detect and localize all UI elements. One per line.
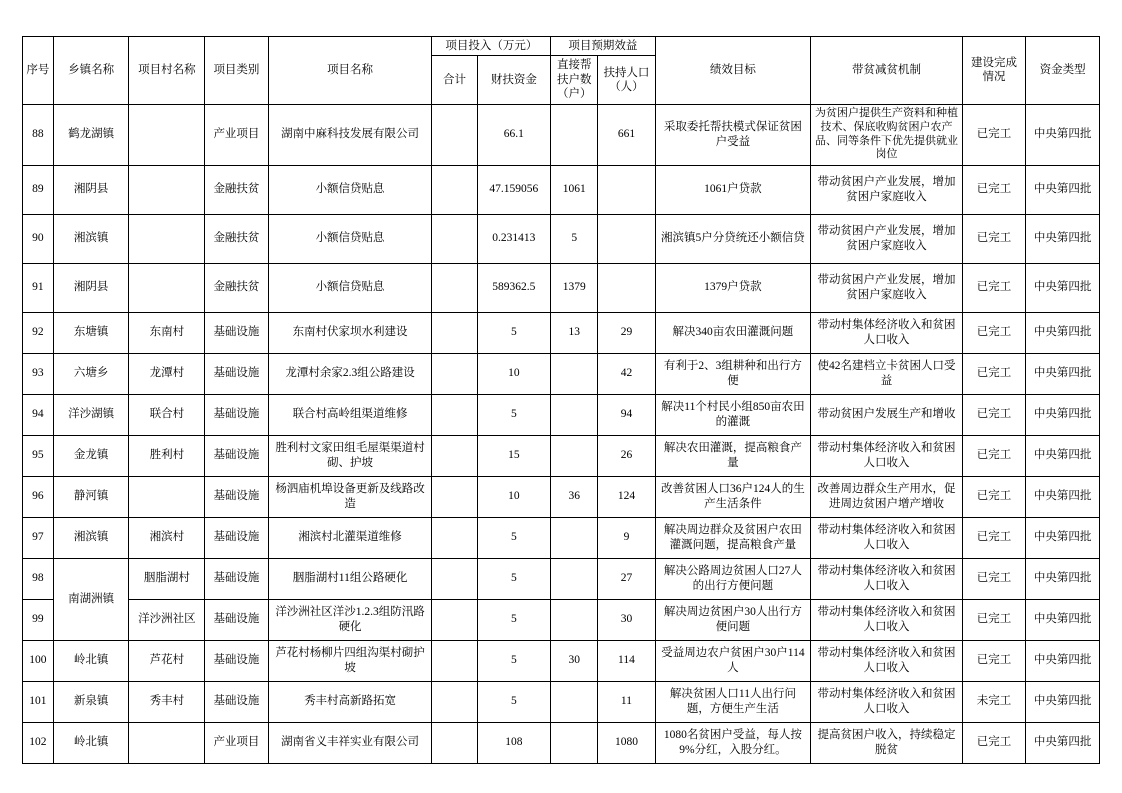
cell-households — [551, 394, 598, 435]
cell-total — [432, 640, 477, 681]
cell-project: 湖南中麻科技发展有限公司 — [268, 104, 432, 165]
cell-category: 基础设施 — [205, 558, 268, 599]
cell-fund: 5 — [477, 312, 551, 353]
cell-category: 基础设施 — [205, 394, 268, 435]
header-benefit-group: 项目预期效益 — [551, 37, 655, 56]
cell-total — [432, 353, 477, 394]
header-village: 项目村名称 — [129, 37, 205, 105]
table-row — [23, 435, 1100, 476]
cell-project: 龙潭村余家2.3组公路建设 — [268, 353, 432, 394]
cell-seq: 88 — [23, 104, 54, 165]
table-row — [23, 517, 1100, 558]
table-row — [23, 722, 1100, 763]
cell-project: 胭脂湖村11组公路硬化 — [268, 558, 432, 599]
cell-status: 已完工 — [962, 640, 1025, 681]
cell-village: 龙潭村 — [129, 353, 205, 394]
cell-goal: 1061户贷款 — [655, 165, 811, 214]
header-category: 项目类别 — [205, 37, 268, 105]
cell-category: 金融扶贫 — [205, 214, 268, 263]
cell-mechanism: 带动村集体经济收入和贫困人口收入 — [811, 312, 963, 353]
header-project: 项目名称 — [268, 37, 432, 105]
cell-people: 94 — [598, 394, 655, 435]
cell-fund-type: 中央第四批 — [1026, 263, 1100, 312]
cell-category: 基础设施 — [205, 517, 268, 558]
cell-fund-type: 中央第四批 — [1026, 214, 1100, 263]
cell-goal: 1379户贷款 — [655, 263, 811, 312]
cell-goal: 解决11个村民小组850亩农田的灌溉 — [655, 394, 811, 435]
cell-village — [129, 214, 205, 263]
cell-seq: 93 — [23, 353, 54, 394]
cell-town: 湘滨镇 — [53, 214, 129, 263]
cell-fund-type: 中央第四批 — [1026, 640, 1100, 681]
cell-category: 金融扶贫 — [205, 165, 268, 214]
cell-town: 六塘乡 — [53, 353, 129, 394]
cell-fund: 5 — [477, 517, 551, 558]
cell-mechanism: 带动贫困户产业发展，增加贫困户家庭收入 — [811, 263, 963, 312]
cell-fund: 5 — [477, 599, 551, 640]
cell-status: 已完工 — [962, 263, 1025, 312]
cell-seq: 101 — [23, 681, 54, 722]
cell-people — [598, 165, 655, 214]
cell-village — [129, 165, 205, 214]
table-row — [23, 558, 1100, 599]
cell-people: 26 — [598, 435, 655, 476]
cell-fund-type: 中央第四批 — [1026, 165, 1100, 214]
cell-mechanism: 带动村集体经济收入和贫困人口收入 — [811, 558, 963, 599]
cell-status: 已完工 — [962, 435, 1025, 476]
cell-project: 胜利村文家田组毛屋渠渠道村砌、护坡 — [268, 435, 432, 476]
cell-town: 岭北镇 — [53, 640, 129, 681]
cell-village — [129, 263, 205, 312]
cell-village: 胜利村 — [129, 435, 205, 476]
cell-households — [551, 104, 598, 165]
cell-seq: 91 — [23, 263, 54, 312]
cell-mechanism: 带动村集体经济收入和贫困人口收入 — [811, 640, 963, 681]
cell-status: 已完工 — [962, 394, 1025, 435]
cell-goal: 有利于2、3组耕种和出行方便 — [655, 353, 811, 394]
header-goal: 绩效目标 — [655, 37, 811, 105]
table-row — [23, 599, 1100, 640]
header-seq: 序号 — [23, 37, 54, 105]
cell-people: 42 — [598, 353, 655, 394]
cell-fund-type: 中央第四批 — [1026, 104, 1100, 165]
cell-households — [551, 558, 598, 599]
cell-seq: 94 — [23, 394, 54, 435]
header-mechanism: 带贫减贫机制 — [811, 37, 963, 105]
cell-project: 小额信贷贴息 — [268, 165, 432, 214]
cell-people: 114 — [598, 640, 655, 681]
cell-project: 秀丰村高新路拓宽 — [268, 681, 432, 722]
header-town: 乡镇名称 — [53, 37, 129, 105]
cell-category: 基础设施 — [205, 640, 268, 681]
cell-people: 30 — [598, 599, 655, 640]
cell-fund: 10 — [477, 353, 551, 394]
cell-fund: 10 — [477, 476, 551, 517]
cell-fund: 47.159056 — [477, 165, 551, 214]
table-row — [23, 640, 1100, 681]
cell-mechanism: 带动村集体经济收入和贫困人口收入 — [811, 435, 963, 476]
cell-category: 金融扶贫 — [205, 263, 268, 312]
cell-fund: 5 — [477, 558, 551, 599]
cell-goal: 1080名贫困户受益，每人按9%分红，入股分红。 — [655, 722, 811, 763]
cell-status: 已完工 — [962, 558, 1025, 599]
cell-total — [432, 476, 477, 517]
cell-project: 小额信贷贴息 — [268, 263, 432, 312]
cell-status: 已完工 — [962, 312, 1025, 353]
cell-goal: 改善贫困人口36户124人的生产生活条件 — [655, 476, 811, 517]
header-fund-type: 资金类型 — [1026, 37, 1100, 105]
cell-status: 已完工 — [962, 476, 1025, 517]
cell-fund: 66.1 — [477, 104, 551, 165]
cell-seq: 96 — [23, 476, 54, 517]
cell-fund-type: 中央第四批 — [1026, 353, 1100, 394]
cell-category: 基础设施 — [205, 312, 268, 353]
cell-seq: 102 — [23, 722, 54, 763]
cell-people: 27 — [598, 558, 655, 599]
cell-fund: 589362.5 — [477, 263, 551, 312]
table-row — [23, 214, 1100, 263]
cell-goal: 解决340亩农田灌溉问题 — [655, 312, 811, 353]
cell-people: 9 — [598, 517, 655, 558]
cell-village: 联合村 — [129, 394, 205, 435]
cell-village: 东南村 — [129, 312, 205, 353]
cell-seq: 97 — [23, 517, 54, 558]
table-row — [23, 165, 1100, 214]
cell-fund-type: 中央第四批 — [1026, 312, 1100, 353]
cell-households: 36 — [551, 476, 598, 517]
cell-town: 岭北镇 — [53, 722, 129, 763]
cell-village — [129, 722, 205, 763]
cell-category: 基础设施 — [205, 435, 268, 476]
cell-fund: 15 — [477, 435, 551, 476]
cell-fund-type: 中央第四批 — [1026, 722, 1100, 763]
cell-total — [432, 263, 477, 312]
cell-village: 湘滨村 — [129, 517, 205, 558]
cell-project: 洋沙洲社区洋沙1.2.3组防汛路硬化 — [268, 599, 432, 640]
cell-total — [432, 214, 477, 263]
header-total: 合计 — [432, 56, 477, 104]
cell-project: 杨泗庙机埠设备更新及线路改造 — [268, 476, 432, 517]
cell-mechanism: 带动村集体经济收入和贫困人口收入 — [811, 681, 963, 722]
cell-people: 1080 — [598, 722, 655, 763]
table-row — [23, 353, 1100, 394]
cell-mechanism: 带动贫困户产业发展，增加贫困户家庭收入 — [811, 165, 963, 214]
cell-fund: 108 — [477, 722, 551, 763]
cell-households: 5 — [551, 214, 598, 263]
cell-people: 11 — [598, 681, 655, 722]
cell-status: 已完工 — [962, 353, 1025, 394]
cell-people: 124 — [598, 476, 655, 517]
cell-goal: 解决农田灌溉，提高粮食产量 — [655, 435, 811, 476]
cell-fund-type: 中央第四批 — [1026, 435, 1100, 476]
cell-seq: 92 — [23, 312, 54, 353]
cell-project: 湖南省义丰祥实业有限公司 — [268, 722, 432, 763]
cell-project: 湘滨村北灌渠道维修 — [268, 517, 432, 558]
cell-seq: 100 — [23, 640, 54, 681]
cell-category: 基础设施 — [205, 599, 268, 640]
cell-goal: 解决公路周边贫困人口27人的出行方便问题 — [655, 558, 811, 599]
cell-fund-type: 中央第四批 — [1026, 558, 1100, 599]
cell-town: 湘阴县 — [53, 263, 129, 312]
cell-town: 湘滨镇 — [53, 517, 129, 558]
cell-goal: 解决周边群众及贫困户农田灌溉问题，提高粮食产量 — [655, 517, 811, 558]
cell-village — [129, 104, 205, 165]
table-row — [23, 476, 1100, 517]
cell-status: 已完工 — [962, 214, 1025, 263]
cell-category: 产业项目 — [205, 722, 268, 763]
header-row-1 — [23, 37, 1100, 56]
cell-town: 金龙镇 — [53, 435, 129, 476]
cell-households — [551, 435, 598, 476]
cell-mechanism: 使42名建档立卡贫困人口受益 — [811, 353, 963, 394]
cell-mechanism: 带动村集体经济收入和贫困人口收入 — [811, 599, 963, 640]
cell-project: 东南村伏家坝水利建设 — [268, 312, 432, 353]
cell-total — [432, 165, 477, 214]
cell-goal: 解决周边贫困户30人出行方便问题 — [655, 599, 811, 640]
cell-category: 基础设施 — [205, 681, 268, 722]
cell-category: 产业项目 — [205, 104, 268, 165]
cell-status: 已完工 — [962, 165, 1025, 214]
cell-fund: 5 — [477, 394, 551, 435]
table-row — [23, 394, 1100, 435]
cell-total — [432, 394, 477, 435]
cell-goal: 采取委托帮扶模式保证贫困户受益 — [655, 104, 811, 165]
cell-total — [432, 558, 477, 599]
cell-mechanism: 带动贫困户产业发展，增加贫困户家庭收入 — [811, 214, 963, 263]
cell-village: 秀丰村 — [129, 681, 205, 722]
cell-project: 芦花村杨柳片四组沟渠村砌护坡 — [268, 640, 432, 681]
header-people: 扶持人口（人） — [598, 56, 655, 104]
cell-households — [551, 353, 598, 394]
header-status: 建设完成情况 — [962, 37, 1025, 105]
table-row — [23, 263, 1100, 312]
cell-town: 东塘镇 — [53, 312, 129, 353]
cell-households — [551, 599, 598, 640]
cell-town: 湘阴县 — [53, 165, 129, 214]
cell-people: 661 — [598, 104, 655, 165]
cell-category: 基础设施 — [205, 476, 268, 517]
cell-seq: 89 — [23, 165, 54, 214]
cell-status: 已完工 — [962, 517, 1025, 558]
cell-seq: 95 — [23, 435, 54, 476]
cell-households — [551, 517, 598, 558]
cell-total — [432, 312, 477, 353]
cell-total — [432, 104, 477, 165]
cell-people: 29 — [598, 312, 655, 353]
cell-seq: 90 — [23, 214, 54, 263]
cell-households: 30 — [551, 640, 598, 681]
header-fund: 财扶资金 — [477, 56, 551, 104]
cell-fund-type: 中央第四批 — [1026, 517, 1100, 558]
table-row — [23, 104, 1100, 165]
cell-fund: 5 — [477, 640, 551, 681]
cell-total — [432, 681, 477, 722]
cell-households: 1061 — [551, 165, 598, 214]
cell-town: 新泉镇 — [53, 681, 129, 722]
cell-households: 13 — [551, 312, 598, 353]
table-header — [23, 37, 1100, 105]
table-row — [23, 312, 1100, 353]
cell-people — [598, 214, 655, 263]
header-investment-group: 项目投入（万元） — [432, 37, 551, 56]
cell-fund: 5 — [477, 681, 551, 722]
header-households: 直接帮扶户数（户） — [551, 56, 598, 104]
cell-village: 洋沙洲社区 — [129, 599, 205, 640]
cell-status: 已完工 — [962, 722, 1025, 763]
cell-total — [432, 599, 477, 640]
cell-fund-type: 中央第四批 — [1026, 476, 1100, 517]
cell-households — [551, 722, 598, 763]
cell-households — [551, 681, 598, 722]
cell-village — [129, 476, 205, 517]
cell-total — [432, 435, 477, 476]
cell-mechanism: 改善周边群众生产用水，促进周边贫困户增产增收 — [811, 476, 963, 517]
cell-status: 已完工 — [962, 104, 1025, 165]
cell-seq: 99 — [23, 599, 54, 640]
cell-category: 基础设施 — [205, 353, 268, 394]
cell-goal: 受益周边农户贫困户30户114人 — [655, 640, 811, 681]
cell-total — [432, 517, 477, 558]
cell-village: 胭脂湖村 — [129, 558, 205, 599]
cell-status: 已完工 — [962, 599, 1025, 640]
cell-village: 芦花村 — [129, 640, 205, 681]
cell-mechanism: 带动贫困户发展生产和增收 — [811, 394, 963, 435]
cell-status: 未完工 — [962, 681, 1025, 722]
cell-project: 小额信贷贴息 — [268, 214, 432, 263]
cell-fund-type: 中央第四批 — [1026, 599, 1100, 640]
cell-mechanism: 为贫困户提供生产资料和种植技术、保底收购贫困户农产品、同等条件下优先提供就业岗位 — [811, 104, 963, 165]
cell-goal: 解决贫困人口11人出行问题，方便生产生活 — [655, 681, 811, 722]
table-body — [23, 104, 1100, 763]
poverty-alleviation-project-table — [22, 36, 1100, 764]
cell-people — [598, 263, 655, 312]
cell-fund-type: 中央第四批 — [1026, 394, 1100, 435]
cell-town: 南湖洲镇 — [53, 558, 129, 640]
cell-seq: 98 — [23, 558, 54, 599]
cell-households: 1379 — [551, 263, 598, 312]
cell-town: 洋沙湖镇 — [53, 394, 129, 435]
cell-mechanism: 带动村集体经济收入和贫困人口收入 — [811, 517, 963, 558]
cell-town: 鹤龙湖镇 — [53, 104, 129, 165]
cell-town: 静河镇 — [53, 476, 129, 517]
cell-total — [432, 722, 477, 763]
cell-fund: 0.231413 — [477, 214, 551, 263]
cell-goal: 湘滨镇5户分贷统还小额信贷 — [655, 214, 811, 263]
cell-mechanism: 提高贫困户收入，持续稳定脱贫 — [811, 722, 963, 763]
cell-project: 联合村高岭组渠道维修 — [268, 394, 432, 435]
cell-fund-type: 中央第四批 — [1026, 681, 1100, 722]
table-row — [23, 681, 1100, 722]
